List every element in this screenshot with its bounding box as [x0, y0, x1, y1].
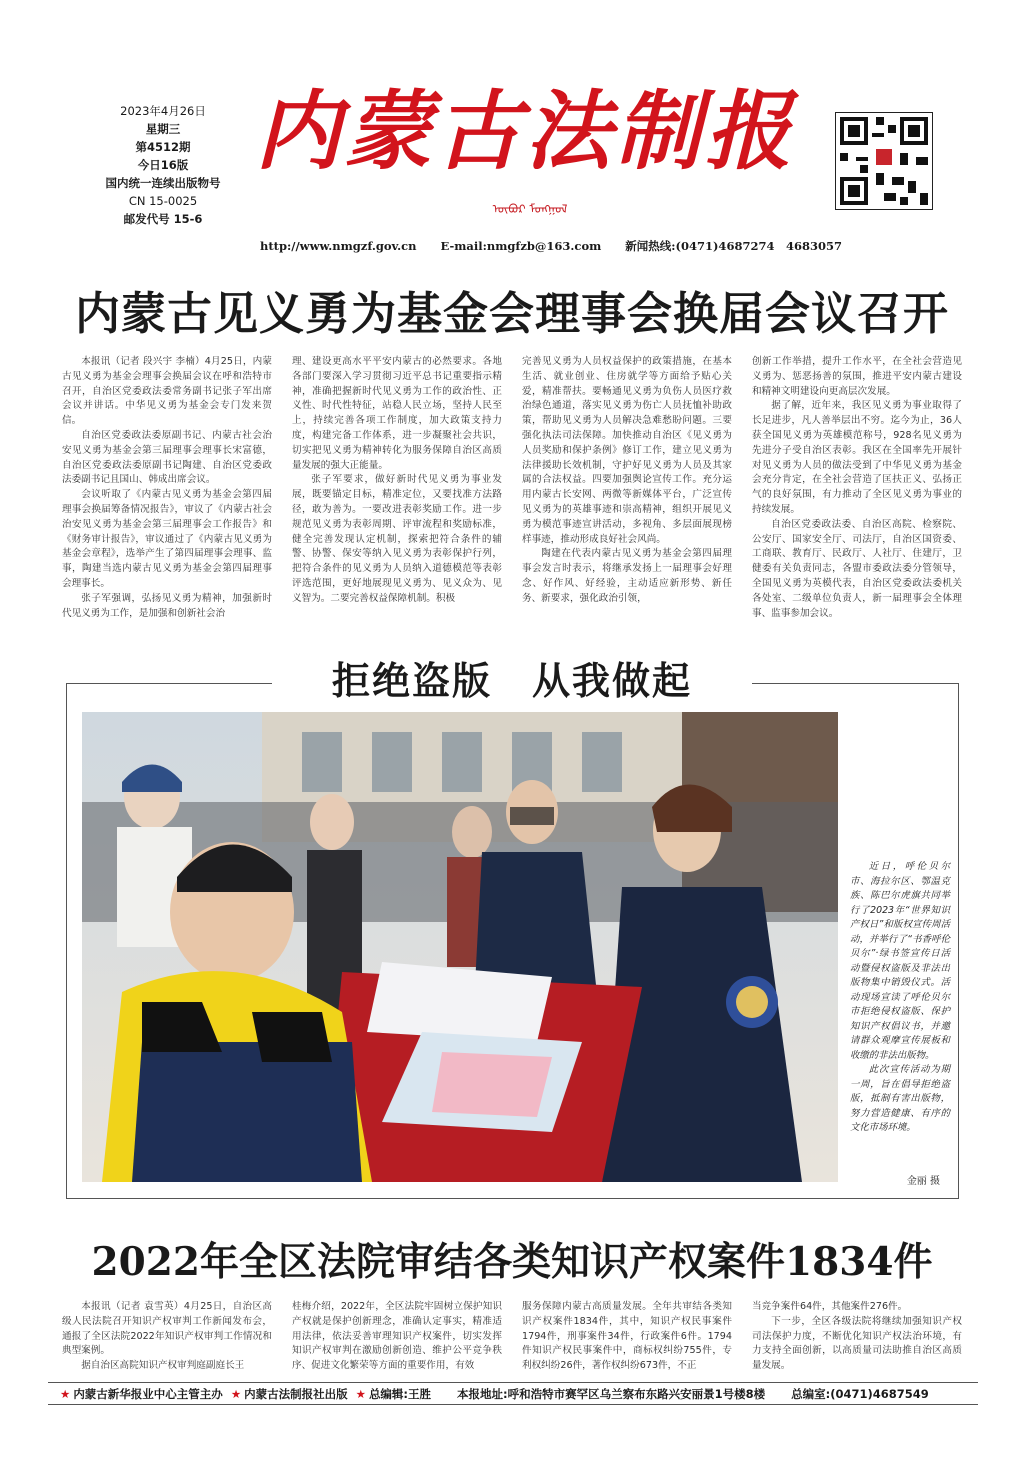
issue-date: 2023年4月26日	[120, 104, 206, 118]
footer-rule-bottom	[48, 1404, 978, 1405]
photo-caption	[850, 860, 950, 1136]
qr-code-icon	[835, 112, 933, 210]
contact-line	[260, 238, 980, 254]
paragraph: 据自治区高院知识产权审判庭副庭长王	[81, 1360, 245, 1372]
website-link[interactable]: http://www.nmgzf.gov.cn	[260, 239, 417, 253]
paragraph: 张子军要求，做好新时代见义勇为事业发展，既要锚定目标，精准定位，又要找准方法路径，敢为善为。一要改进表彰奖励工作。进一步规范见义勇为表彰周期、评审流程和奖励标准，健全完善发现认定机制，探索把符合条件的辅警、协警、保安等纳入见义勇为表彰保护行列，把符合条件的见义勇为人员纳入道德模范等表彰评选范围，更好地展现见义勇为、见义众为、见义智为。二要完善权益保障机制。积极	[292, 474, 502, 604]
paragraph: 服务保障内蒙古高质量发展。全年共审结各类知识产权案件1834件，其中，知识产权民事案件1794件，刑事案件34件，行政案件6件。1794件知识产权民事案件中，商标权纠纷755件，专利权纠纷26件，著作权纠纷673件，不正	[522, 1301, 732, 1372]
article1-column-1	[62, 355, 272, 655]
newspaper-logo: 内蒙古法制报	[255, 81, 795, 182]
cn-label: 国内统一连续出版物号	[105, 176, 221, 190]
star-icon: ★	[230, 1387, 242, 1401]
footer	[60, 1386, 980, 1402]
article1-column-4	[752, 355, 962, 655]
paragraph: 创新工作举措，提升工作水平，在全社会营造见义勇为、惩恶扬善的氛围，推进平安内蒙古建设和精神文明建设向更高层次发展。	[752, 356, 962, 397]
footer-editor-phone: 总编室:(0471)4687549	[791, 1387, 929, 1401]
article1-column-2	[292, 355, 502, 655]
paragraph: 自治区党委政法委、自治区高院、检察院、公安厅、国家安全厅、司法厅，自治区国资委、工商联、教育厅、民政厅、人社厅、住建厅，卫健委有关负责同志，各盟市委政法委分管领导，全国见义勇为英模代表，自治区党委政法委机关各处室、二级单位负责人，新一届理事会全体理事、监事参加会议。	[752, 518, 962, 619]
photo-credit: 金丽 摄	[906, 1176, 940, 1187]
cn-number: CN 15-0025	[128, 194, 198, 208]
footer-item	[231, 1386, 348, 1402]
paragraph: 会议听取了《内蒙古见义勇为基金会第四届理事会换届筹备情况报告》，审议了《内蒙古社会治安见义勇为基金会第三届理事会工作报告》和《财务审计报告》，审议通过了《内蒙古见义勇为基金会章程》，选举产生了第四届理事会理事、监事，陶建当选内蒙古见义勇为基金会第四届理事会理事长。	[62, 489, 272, 589]
hotline-numbers: (0471)4687274 4683057	[675, 239, 842, 253]
article2-column-4	[752, 1300, 962, 1372]
footer-text: 总编辑:王胜	[368, 1387, 432, 1401]
postal-code: 邮发代号 15-6	[123, 212, 203, 226]
logo-mongolian: ᠦᠪᠦᠷ ᠮᠣᠩᠭᠣᠯ	[492, 202, 568, 216]
article2-column-1	[62, 1300, 272, 1372]
weekday: 星期三	[145, 122, 181, 136]
hotline-label: 新闻热线:	[625, 239, 676, 253]
masthead-info	[88, 102, 238, 228]
article1-column-3	[522, 355, 732, 655]
article2-headline: 2022年全区法院审结各类知识产权案件1834件	[91, 1239, 933, 1285]
feature-banner-title: 拒绝盗版 从我做起	[272, 650, 752, 712]
footer-address: 本报地址:呼和浩特市赛罕区乌兰察布东路兴安丽景1号楼8楼	[457, 1387, 766, 1401]
footer-rule-top	[48, 1382, 978, 1383]
paragraph: 下一步，全区各级法院将继续加强知识产权司法保护力度，不断优化知识产权法治环境，有力支持全面创新，以高质量司法助推自治区高质量发展。	[752, 1315, 962, 1372]
footer-item	[356, 1386, 431, 1402]
paragraph: 张子军强调，弘扬见义勇为精神，加强新时代见义勇为工作，是加强和创新社会治	[62, 592, 272, 619]
paragraph: 理、建设更高水平平安内蒙古的必然要求。各地各部门要深入学习贯彻习近平总书记重要指示精神，准确把握新时代见义勇为工作的政治性、正义性、时代性特征，站稳人民立场，坚持人民至上，持续完善各项工作制度，加大政策支持力度，构建完备工作体系，进一步凝聚社会共识，切实把见义勇为精神转化为服务保障自治区高质量发展的强大正能量。	[292, 356, 502, 471]
article2-column-2	[292, 1300, 502, 1372]
caption-paragraph: 此次宣传活动为期一周，旨在倡导拒绝盗版，抵制有害出版物，努力营造健康、有序的文化市场环境。	[850, 1064, 950, 1133]
article1-body	[62, 355, 962, 655]
paragraph: 桂梅介绍，2022年，全区法院牢固树立保护知识产权就是保护创新理念，准确认定事实，精准适用法律，依法妥善审理知识产权案件，切实发挥知识产权审判在激励创新创造、维护公平竞争秩序、促进文化繁荣等方面的重要作用，有效	[292, 1301, 502, 1372]
article2-body	[62, 1300, 962, 1372]
footer-text: 内蒙古新华报业中心主管主办	[73, 1387, 223, 1401]
article1-headline: 内蒙古见义勇为基金会理事会换届会议召开	[74, 287, 949, 340]
page-count: 今日16版	[137, 158, 189, 172]
star-icon: ★	[355, 1387, 366, 1401]
email-link[interactable]: E-mail:nmgfzb@163.com	[440, 239, 602, 253]
footer-text: 内蒙古法制报社出版	[244, 1387, 348, 1401]
feature-photo	[82, 712, 838, 1182]
footer-item	[60, 1386, 223, 1402]
paragraph: 本报讯（记者 袁雪英）4月25日，自治区高级人民法院召开知识产权审判工作新闻发布会，通报了全区法院2022年知识产权审判工作情况和典型案例。	[62, 1301, 272, 1357]
issue-number: 第4512期	[135, 140, 191, 154]
paragraph: 自治区党委政法委原副书记、内蒙古社会治安见义勇为基金会第三届理事会理事长宋富德，自治区党委政法委原副书记陶建、自治区党委政法委副书记且国山、韩成出席会议。	[62, 429, 272, 486]
article2-column-3	[522, 1300, 732, 1372]
star-icon: ★	[60, 1387, 71, 1401]
paragraph: 陶建在代表内蒙古见义勇为基金会第四届理事会发言时表示，将继承发扬上一届理事会好理念、好作风、好经验，主动适应新形势、新任务、新要求，强化政治引领，	[522, 548, 732, 604]
paragraph: 当竞争案件64件，其他案件276件。	[752, 1301, 908, 1312]
paragraph: 完善见义勇为人员权益保护的政策措施，在基本生活、就业创业、住房就学等方面给予贴心关爱，精准帮扶。要畅通见义勇为负伤人员医疗救治绿色通道，落实见义勇为伤亡人员抚恤补助政策，帮助见义勇为人员解决急难愁盼问题。三要强化执法司法保障。加快推动自治区《见义勇为人员奖励和保护条例》修订工作，建立见义勇为法律援助长效机制，守护好见义勇为人员及其家属的合法权益。四要加强舆论宣传工作。充分运用内蒙古长安网、两微等新媒体平台，广泛宣传见义勇为的英雄事迹和崇高精神，组织开展见义勇为模范事迹宣讲活动，多视角、多层面展现榜样事迹，推动形成良好社会风尚。	[522, 356, 732, 545]
paragraph: 本报讯（记者 段兴宇 李楠）4月25日，内蒙古见义勇为基金会理事会换届会议在呼和浩特市召开，自治区党委政法委常务副书记张子军出席会议并讲话。中华见义勇为基金会专门发来贺信。	[62, 356, 272, 427]
caption-paragraph: 近日，呼伦贝尔市、海拉尔区、鄂温克族、陈巴尔虎旗共同举行了2023年“世界知识产权日”和版权宣传周活动，并举行了“书香呼伦贝尔”·绿书签宣传日活动暨侵权盗版及非法出版物集中销毁仪式。活动现场宣读了呼伦贝尔市拒绝侵权盗版、保护知识产权倡议书，并邀请群众观摩宣传展板和收缴的非法出版物。	[850, 861, 950, 1061]
paragraph: 据了解，近年来，我区见义勇为事业取得了长足进步，凡人善举层出不穷。迄今为止，36人获全国见义勇为英雄模范称号，928名见义勇为先进分子受自治区表彰。我区在全国率先开展针对见义勇为人员的做法受到了中华见义勇为基金会充分肯定，在全社会营造了匡扶正义、弘扬正气的良好氛围，有力推动了全区见义勇为事业的持续发展。	[752, 400, 962, 515]
